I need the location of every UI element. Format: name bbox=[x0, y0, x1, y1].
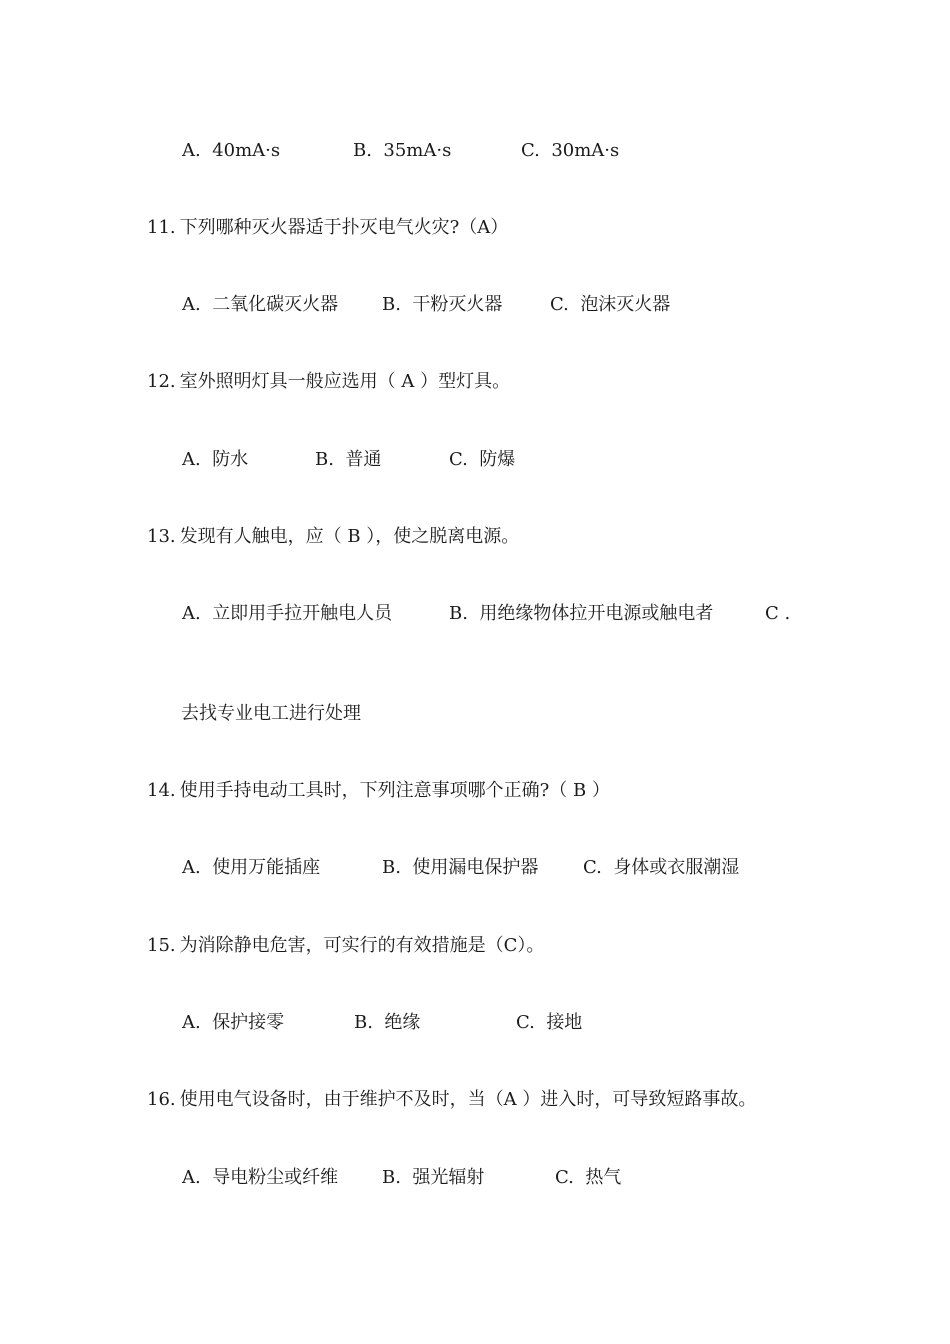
question-number: 12. bbox=[147, 371, 176, 392]
q13-option-a: A. 立即用手拉开触电人员 bbox=[182, 603, 393, 624]
q13-option-c: C . bbox=[765, 603, 791, 624]
question-text: 发现有人触电，应（ B ），使之脱离电源。 bbox=[179, 526, 520, 547]
question-number: 16. bbox=[147, 1089, 176, 1110]
q13-option-c-text: 去找专业电工进行处理 bbox=[181, 703, 361, 724]
q10-option-a: A. 40mA·s bbox=[182, 140, 281, 161]
q11-option-c: C. 泡沫灭火器 bbox=[550, 294, 671, 315]
q12-option-c: C. 防爆 bbox=[449, 449, 516, 470]
question-text: 为消除静电危害，可实行的有效措施是（C）。 bbox=[179, 935, 545, 956]
question-number: 11. bbox=[147, 217, 176, 238]
q15-question bbox=[147, 934, 544, 958]
q14-option-c: C. 身体或衣服潮湿 bbox=[583, 857, 740, 878]
question-text: 使用手持电动工具时，下列注意事项哪个正确?（ B ） bbox=[179, 780, 610, 801]
q13-option-b: B. 用绝缘物体拉开电源或触电者 bbox=[449, 603, 714, 624]
q10-option-c: C. 30mA·s bbox=[521, 140, 620, 161]
q10-option-b: B. 35mA·s bbox=[353, 140, 452, 161]
q16-question bbox=[147, 1088, 756, 1112]
q16-option-c: C. 热气 bbox=[555, 1167, 622, 1188]
question-number: 14. bbox=[147, 780, 176, 801]
q14-option-a: A. 使用万能插座 bbox=[182, 857, 321, 878]
q14-question bbox=[147, 779, 610, 803]
question-text: 使用电气设备时，由于维护不及时，当（A ）进入时，可导致短路事故。 bbox=[179, 1089, 757, 1110]
question-number: 15. bbox=[147, 935, 176, 956]
question-text: 室外照明灯具一般应选用（ A ）型灯具。 bbox=[179, 371, 511, 392]
q15-option-b: B. 绝缘 bbox=[354, 1012, 421, 1033]
q14-option-b: B. 使用漏电保护器 bbox=[382, 857, 539, 878]
q11-option-b: B. 干粉灭火器 bbox=[382, 294, 503, 315]
q15-option-c: C. 接地 bbox=[516, 1012, 583, 1033]
q13-question bbox=[147, 525, 519, 549]
q12-option-a: A. 防水 bbox=[182, 449, 249, 470]
q15-option-a: A. 保护接零 bbox=[182, 1012, 285, 1033]
q12-option-b: B. 普通 bbox=[315, 449, 382, 470]
q12-question bbox=[147, 370, 510, 394]
question-number: 13. bbox=[147, 526, 176, 547]
q16-option-a: A. 导电粉尘或纤维 bbox=[182, 1167, 339, 1188]
question-text: 下列哪种灭火器适于扑灭电气火灾?（A） bbox=[179, 217, 509, 238]
q11-option-a: A. 二氧化碳灭火器 bbox=[182, 294, 339, 315]
q11-question bbox=[147, 216, 508, 240]
q16-option-b: B. 强光辐射 bbox=[382, 1167, 485, 1188]
